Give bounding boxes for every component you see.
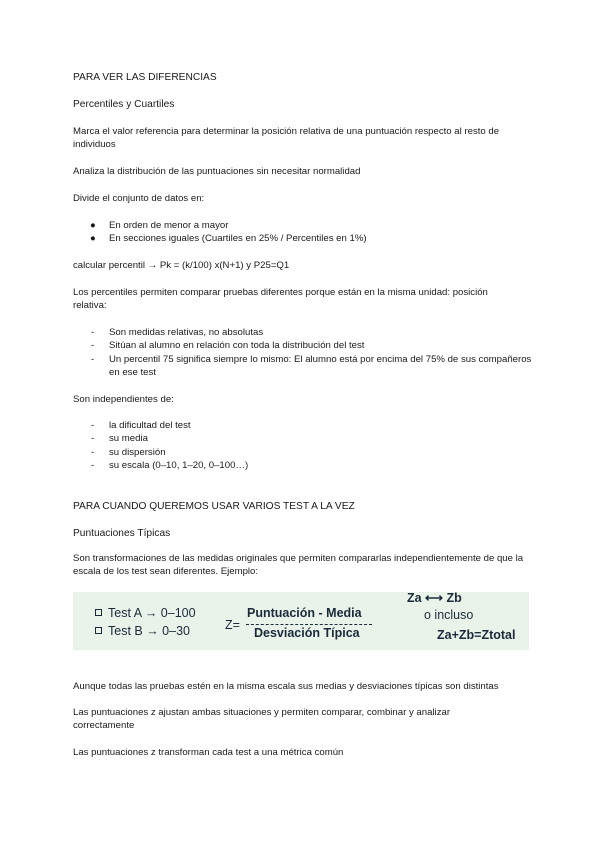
test-b-item: Test B → 0–30 [95,624,190,638]
or-even-label: o incluso [424,608,474,622]
heading-puntuaciones-tipicas: Puntuaciones Típicas [73,528,171,539]
paragraph-distribucion: Analiza la distribución de las puntuaciones sin necesitar normalidad [73,166,361,177]
section-title-varios-test: PARA CUANDO QUEREMOS USAR VARIOS TEST A LA VEZ [73,501,355,512]
paragraph-misma-escala: Aunque todas las pruebas estén en la misma escala sus medias y desviaciones típicas son distintas [73,681,499,692]
paragraph-transformaciones: Son transformaciones de las medidas originales que permiten compararlas independientemente de que la escala de los test sean diferentes. Ejemplo: [73,553,524,578]
dash-marker: - [91,353,95,365]
paragraph-posicion-relativa: Marca el valor referencia para determinar la posición relativa de una puntuación respecto al resto de individuos [73,126,500,151]
list-item: - su media [91,433,148,445]
paragraph-ajustan: Las puntuaciones z ajustan ambas situaciones y permiten comparar, combinar y analizar correctamente [73,707,451,732]
list-item: - Sitúan al alumno en relación con toda la distribución del test [91,340,365,352]
dash-marker: - [91,433,95,445]
dash-marker: - [91,446,95,458]
section-title-diferencias: PARA VER LAS DIFERENCIAS [73,72,217,83]
sum-label: Za+Zb=Ztotal [437,628,516,642]
dash-marker: - [91,460,95,472]
paragraph-metrica-comun: Las puntuaciones z transforman cada test a una métrica común [73,747,344,758]
formula-numerator: Puntuación - Media [247,606,362,620]
za-zb-label: Za ⟷ Zb [407,591,462,605]
list-item: ● En orden de menor a mayor [90,220,229,231]
heading-percentiles-cuartiles: Percentiles y Cuartiles [73,99,175,110]
paragraph-divide-datos: Divide el conjunto de datos en: [73,193,205,204]
list-item: - la dificultad del test [91,420,191,431]
dash-marker: - [91,327,95,338]
list-item: - su dispersión [91,446,166,458]
z-score-formula-image [73,592,529,650]
z-label: Z= [225,618,240,632]
bullet-icon: ● [90,220,96,231]
checkbox-square-icon [95,609,102,616]
list-item: - Son medidas relativas, no absolutas [91,327,264,338]
paragraph-percentiles-comparar: Los percentiles permiten comparar pruebas diferentes porque están en la misma unidad: posición relativa: [73,287,488,312]
dash-list-independientes [73,419,533,473]
test-a-item: Test A → 0–100 [95,606,196,620]
list-item: - su escala (0–10, 1–20, 0–100…) [91,460,249,472]
formula-denominator: Desviación Típica [254,626,360,640]
checkbox-square-icon [95,627,102,634]
dash-marker: - [91,340,95,352]
bullet-icon: ● [90,233,96,245]
formula-percentil: calcular percentil → Pk = (k/100) x(N+1) y P25=Q1 [73,260,290,271]
list-item: ● En secciones iguales (Cuartiles en 25% / Percentiles en 1%) [90,233,367,245]
dash-marker: - [91,420,95,431]
paragraph-independientes: Son independientes de: [73,394,174,405]
bullet-list-divide [73,219,533,246]
list-item: - Un percentil 75 significa siempre lo mismo: El alumno está por encima del 75% de sus compañeros en ese test [91,353,532,379]
dash-list-percentiles [73,326,533,380]
fraction-line [246,624,372,625]
